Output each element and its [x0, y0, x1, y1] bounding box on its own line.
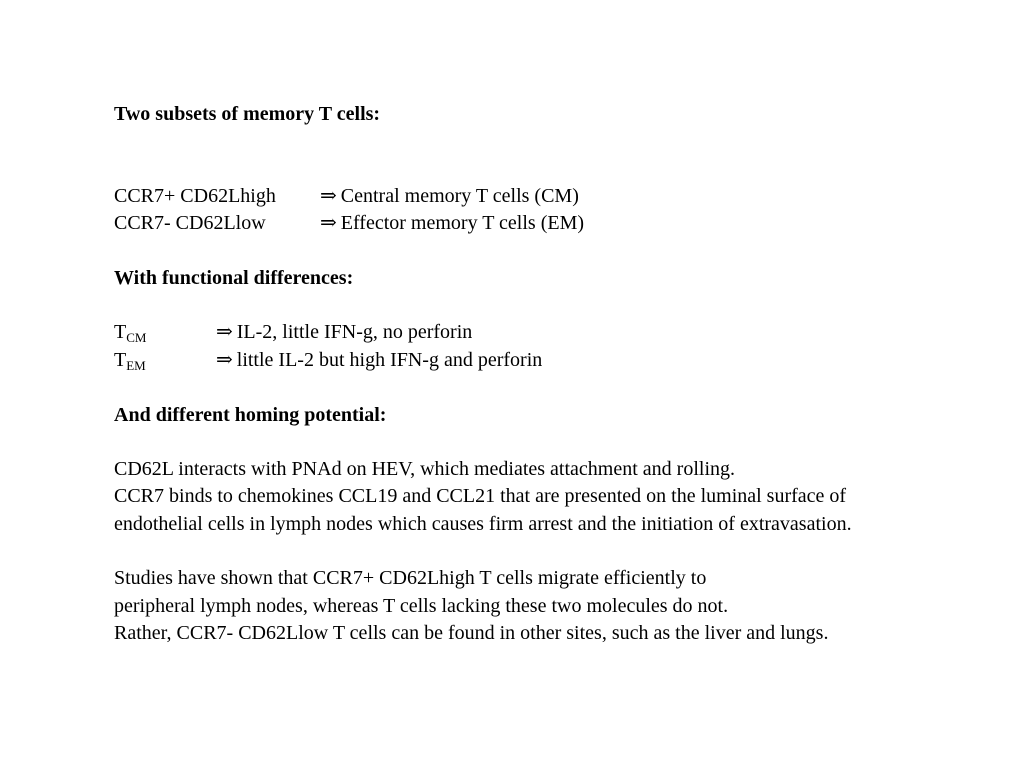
homing-line: endothelial cells in lymph nodes which causes firm arrest and the initiation of extravasation.: [114, 513, 852, 535]
subset-marker: CCR7- CD62Llow: [114, 212, 266, 234]
implies-arrow: ⇒: [216, 321, 233, 343]
functional-result: [216, 320, 472, 344]
studies-line: Rather, CCR7- CD62Llow T cells can be found in other sites, such as the liver and lungs.: [114, 622, 829, 644]
homing-line: CCR7 binds to chemokines CCL19 and CCL21 that are presented on the luminal surface of: [114, 485, 847, 507]
subset-description: Effector memory T cells (EM): [340, 212, 585, 234]
implies-arrow: ⇒: [320, 185, 337, 207]
functional-row-em: [114, 348, 543, 373]
subset-row-cm: [114, 184, 579, 208]
implies-arrow: ⇒: [320, 212, 337, 234]
functional-description: IL-2, little IFN-g, no perforin: [236, 321, 473, 343]
subset-result: [320, 184, 579, 208]
cell-type-label: $T_{EM}$: [114, 349, 146, 373]
subset-marker: CCR7+ CD62Lhigh: [114, 185, 276, 207]
heading-homing: And different homing potential:: [114, 404, 387, 426]
functional-result: [216, 348, 542, 372]
functional-description: little IL-2 but high IFN-g and perforin: [236, 349, 543, 371]
functional-row-cm: [114, 320, 473, 345]
subset-result: [320, 211, 584, 235]
homing-line: CD62L interacts with PNAd on HEV, which mediates attachment and rolling.: [114, 458, 735, 480]
studies-line: peripheral lymph nodes, whereas T cells lacking these two molecules do not.: [114, 595, 729, 617]
heading-functional: With functional differences:: [114, 267, 354, 289]
heading-subsets: Two subsets of memory T cells:: [114, 103, 381, 125]
studies-line: Studies have shown that CCR7+ CD62Lhigh T cells migrate efficiently to: [114, 567, 707, 589]
subset-row-em: [114, 211, 585, 235]
cell-type-label: $T_{CM}$: [114, 321, 147, 345]
subset-description: Central memory T cells (CM): [340, 185, 579, 207]
implies-arrow: ⇒: [216, 349, 233, 371]
